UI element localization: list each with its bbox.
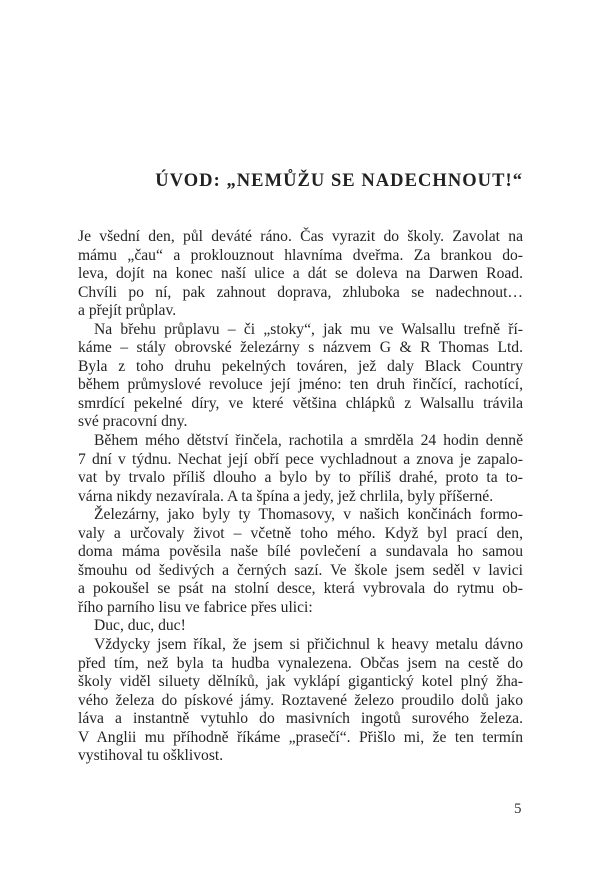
paragraph xyxy=(78,506,523,617)
text-line: Na břehu průplavu – či „stoky“, jak mu ve Walsallu trefně ří- xyxy=(94,320,523,338)
text-line: láva a instantně vytuhlo do masivních ingotů surového železa. xyxy=(78,710,523,728)
text-line: mámu „čau“ a proklouznout hlavníma dveřma. Za brankou do- xyxy=(78,246,523,264)
text-line: 7 dní v týdnu. Nechat její obří pece vychladnout a znova je zapalo- xyxy=(78,450,523,468)
text-line: školy viděl siluety dělníků, jak vyklápí gigantický kotel plný žha- xyxy=(78,673,523,691)
paragraph xyxy=(78,321,523,432)
text-line: valy a určovaly život – včetně toho mého. Když byl prací den, xyxy=(78,524,523,542)
text-line: vého železa do pískové jámy. Roztavené železo proudilo dolů jako xyxy=(78,691,523,709)
paragraph xyxy=(78,617,523,636)
text-line: vat by trvalo příliš dlouho a bylo by to příliš drahé, proto ta to- xyxy=(78,469,523,487)
text-line: káme – stály obrovské železárny s názvem G & R Thomas Ltd. xyxy=(78,339,523,357)
text-line: Vždycky jsem říkal, že jsem si přičichnul k heavy metalu dávno xyxy=(94,636,523,654)
page-number: 5 xyxy=(514,801,522,817)
text-line: řího parního lisu ve fabrice přes ulici: xyxy=(78,598,313,616)
text-line: a přejít průplav. xyxy=(78,302,177,320)
text-line: várna nikdy nezavírala. A ta špína a jedy, jež chrlila, byly příšerné. xyxy=(78,487,494,505)
text-line: Chvíli po ní, pak zahnout doprava, zhluboka se nadechnout… xyxy=(78,283,523,301)
text-line: V Anglii mu příhodně říkáme „prasečí“. Přišlo mi, že ten termín xyxy=(78,728,523,746)
text-line: šmouhu od šedivých a černých sazí. Ve škole jsem seděl v lavici xyxy=(78,561,523,579)
text-line: vystihoval tu ošklivost. xyxy=(78,747,224,765)
paragraph xyxy=(78,228,523,321)
text-line: smrdící pekelné díry, ve které většina chlápků z Walsallu trávila xyxy=(78,394,523,412)
text-line: Během mého dětství řinčela, rachotila a smrděla 24 hodin denně xyxy=(94,432,523,450)
text-line: Duc, duc, duc! xyxy=(94,617,186,635)
text-line: doma máma pověsila naše bílé povlečení a sundavala ho samou xyxy=(78,543,523,561)
text-line: Je všední den, půl deváté ráno. Čas vyrazit do školy. Zavolat na xyxy=(78,228,523,245)
text-line: Železárny, jako byly ty Thomasovy, v našich končinách formo- xyxy=(94,506,523,524)
text-line: leva, dojít na konec naší ulice a dát se doleva na Darwen Road. xyxy=(78,265,523,283)
text-line: Byla z toho druhu pekelných továren, jež daly Black Country xyxy=(78,357,523,375)
text-line: a pokoušel se psát na stolní desce, která vybrovala do rytmu ob- xyxy=(78,580,523,598)
text-line: před tím, než byla ta hudba vynalezena. Občas jsem na cestě do xyxy=(78,654,523,672)
text-line: během průmyslové revoluce její jméno: ten druh řinčící, rachotící, xyxy=(78,376,523,394)
chapter-heading: ÚVOD: „NEMŮŽU SE NADECHNOUT!“ xyxy=(155,171,523,191)
paragraph xyxy=(78,636,523,766)
text-line: své pracovní dny. xyxy=(78,413,188,431)
body-text xyxy=(78,228,523,766)
paragraph xyxy=(78,432,523,506)
